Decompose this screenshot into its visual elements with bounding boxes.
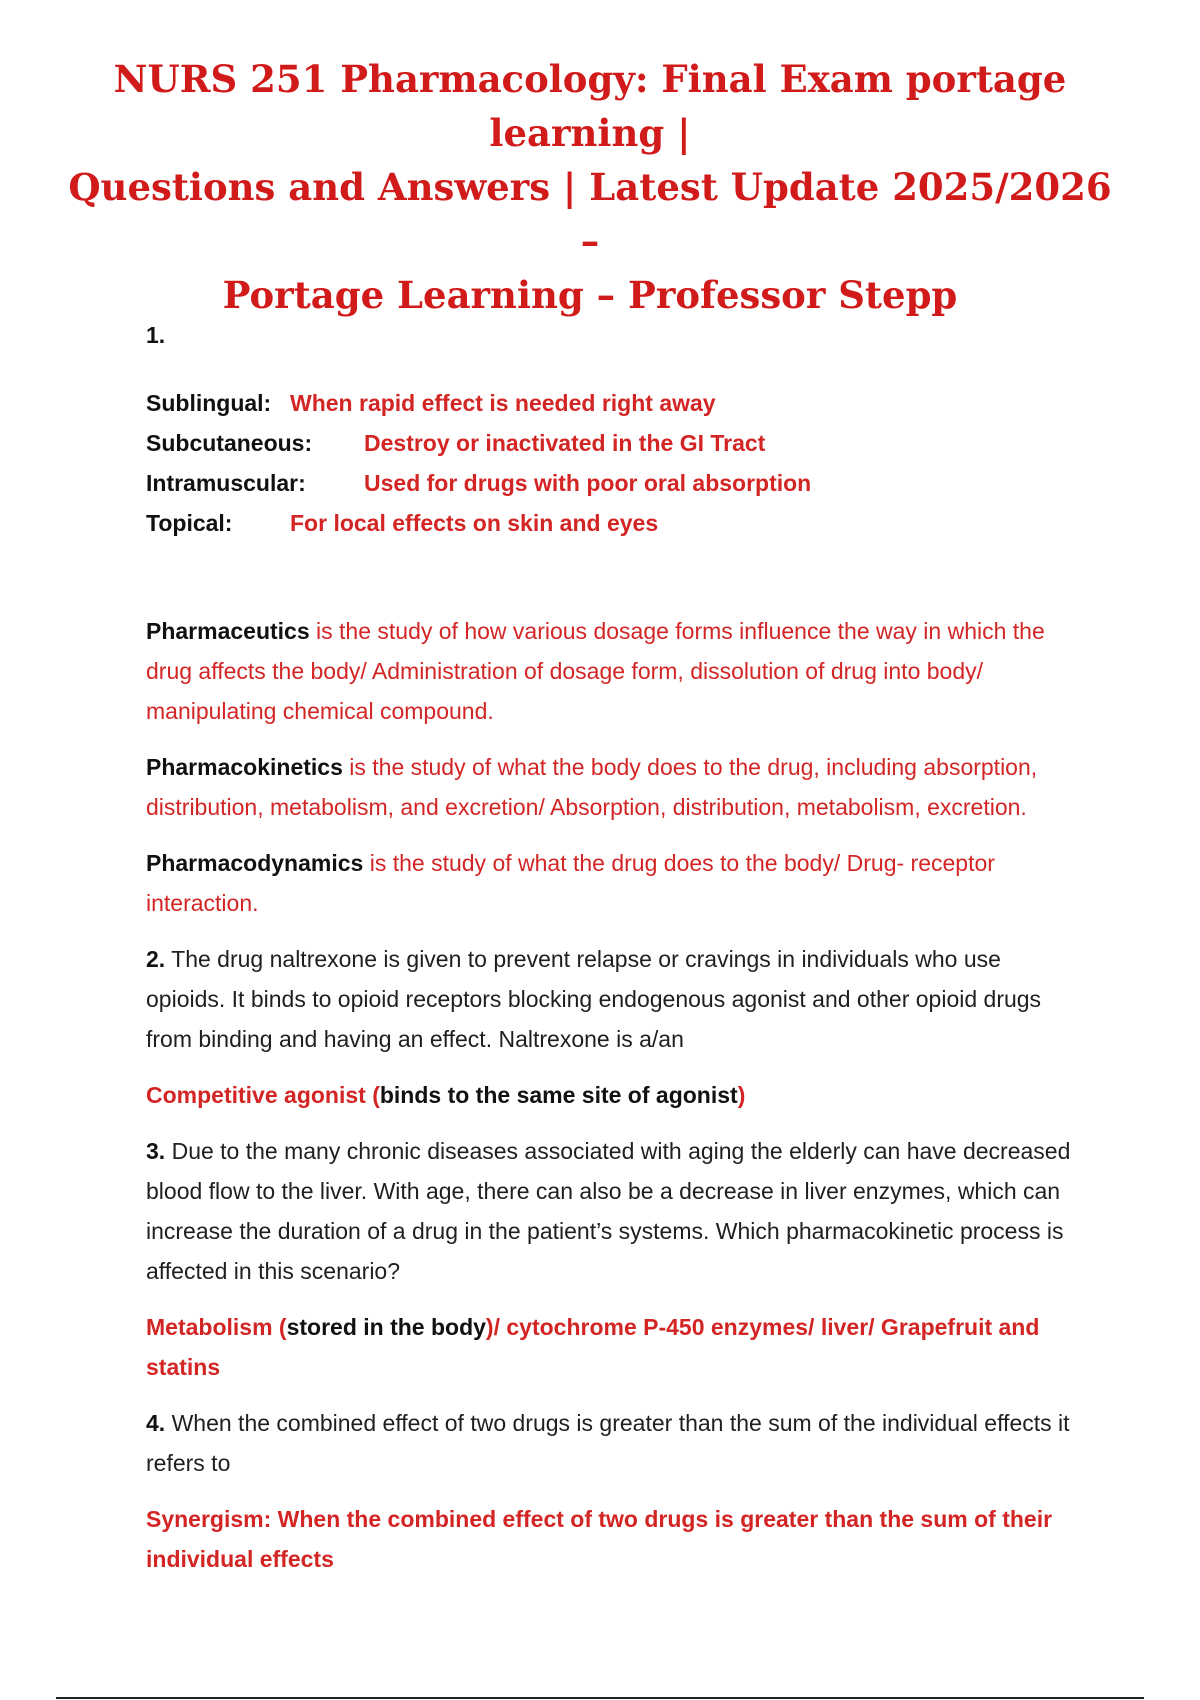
route-answer: For local effects on skin and eyes	[290, 510, 659, 536]
answer-4	[146, 1499, 1086, 1579]
route-answer: When rapid effect is needed right away	[290, 390, 716, 416]
title-line-3: Portage Learning – Professor Stepp	[222, 273, 958, 317]
definition-pharmaceutics	[146, 611, 1086, 731]
question-4	[146, 1403, 1086, 1483]
definition-pharmacodynamics	[146, 843, 1086, 923]
route-label: Sublingual:	[146, 390, 272, 416]
route-label: Intramuscular:	[146, 470, 306, 496]
definition-term: Pharmacokinetics	[146, 754, 343, 780]
route-row-intramuscular	[146, 463, 1086, 503]
answer-3-note: stored in the body	[286, 1314, 486, 1340]
title-line-2: Questions and Answers | Latest Update 2025/2026 –	[68, 165, 1112, 263]
question-3	[146, 1131, 1086, 1291]
definition-term: Pharmaceutics	[146, 618, 310, 644]
answer-3-red-1: Metabolism (	[146, 1314, 287, 1340]
definition-text: is the study of what the drug does to the body/ Drug- receptor interaction.	[146, 850, 995, 916]
answer-4-text: Synergism: When the combined effect of two drugs is greater than the sum of their individual effects	[146, 1506, 1053, 1572]
question-2-number: 2.	[146, 946, 166, 972]
definition-text: is the study of what the body does to the drug, including absorption, distribution, metabolism, and excretion/ Absorption, distribution, metabolism, excretion.	[146, 754, 1038, 820]
page-bottom-rule	[56, 1697, 1144, 1699]
route-answer: Used for drugs with poor oral absorption	[364, 470, 812, 496]
route-row-sublingual	[146, 383, 1086, 423]
definition-term: Pharmacodynamics	[146, 850, 364, 876]
question-3-number: 3.	[146, 1138, 166, 1164]
question-4-number: 4.	[146, 1410, 166, 1436]
document-content	[146, 315, 1086, 1595]
route-label: Topical:	[146, 510, 233, 536]
spacer	[146, 543, 1086, 611]
question-2	[146, 939, 1086, 1059]
answer-2	[146, 1075, 1086, 1115]
question-3-text: Due to the many chronic diseases associated with aging the elderly can have decreased blood flow to the liver. With age, there can also be a decrease in liver enzymes, which can increase the duration of a drug in the patient’s systems. Which pharmacokinetic process is affected in this scenario?	[146, 1138, 1071, 1284]
answer-2-red: Competitive agonist (	[146, 1082, 380, 1108]
route-answer: Destroy or inactivated in the GI Tract	[364, 430, 766, 456]
document-title	[60, 52, 1120, 322]
answer-2-close: )	[737, 1082, 746, 1108]
question-4-text: When the combined effect of two drugs is greater than the sum of the individual effects it refers to	[146, 1410, 1070, 1476]
answer-2-note: binds to the same site of agonist	[379, 1082, 738, 1108]
route-label: Subcutaneous:	[146, 430, 313, 456]
definition-pharmacokinetics	[146, 747, 1086, 827]
title-line-1: NURS 251 Pharmacology: Final Exam portage learning |	[113, 57, 1067, 155]
route-row-subcutaneous	[146, 423, 1086, 463]
answer-3	[146, 1307, 1086, 1387]
question-1-number: 1.	[146, 322, 166, 348]
question-2-text: The drug naltrexone is given to prevent relapse or cravings in individuals who use opioids. It binds to opioid receptors blocking endogenous agonist and other opioid drugs from binding and having an effect. Naltrexone is a/an	[146, 946, 1042, 1052]
definition-text: is the study of how various dosage forms influence the way in which the drug affects the body/ Administration of dosage form, dissolution of drug into body/ manipulating chemical compound.	[146, 618, 1045, 724]
answer-3-red-2: )/ cytochrome P-450 enzymes/ liver/ Grapefruit and statins	[146, 1314, 1040, 1380]
route-row-topical	[146, 503, 1086, 543]
